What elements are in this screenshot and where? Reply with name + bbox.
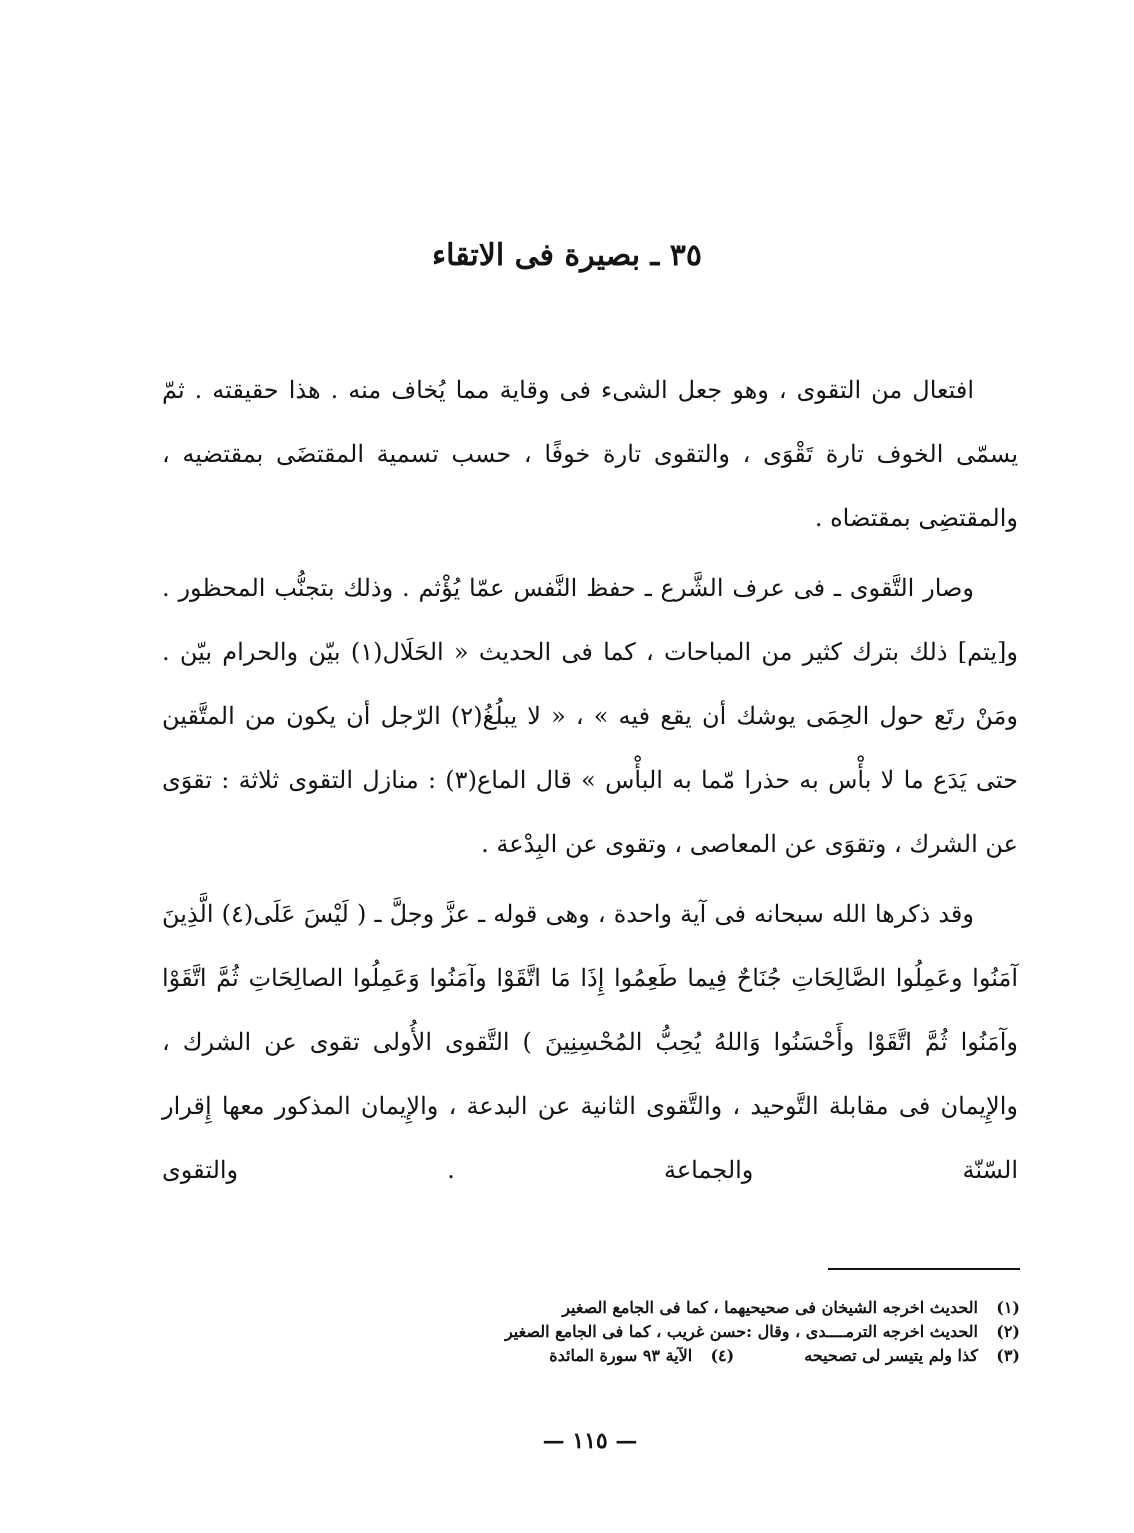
footnote — [250, 1344, 1020, 1368]
footnote — [250, 1296, 1020, 1320]
page-number: — ١١٥ — — [542, 1428, 638, 1454]
chapter-title: ٣٥ ـ بصيرة فى الاتقاء — [431, 238, 703, 273]
footnote-text: الحديث اخرجه الترمــــدى ، وقال :حسن غريب ، كما فى الجامع الصغير — [504, 1322, 978, 1341]
footnote-text: كذا ولم يتيسر لى تصحيحه — [804, 1346, 978, 1365]
footnotes — [250, 1296, 1020, 1368]
footnote-divider — [828, 1268, 1020, 1270]
footnote-text: الحديث اخرجه الشيخان فى صحيحيهما ، كما فى الجامع الصغير — [562, 1298, 978, 1317]
footnote-number: (١) — [996, 1298, 1020, 1317]
footnote — [250, 1320, 1020, 1344]
paragraph: افتعال من التقوى ، وهو جعل الشىء فى وقاية مما يُخاف منه . هذا حقيقته . ثمّ يسمّى الخوف تارة تَقْوَى ، والتقوى تارة خوفًا ، حسب تسمية المقتضَى بمقتضيه ، والمقتضِى بمقتضاه . — [162, 376, 1018, 532]
footnote-number: (٤) — [710, 1346, 735, 1365]
footnote-number: (٣) — [996, 1346, 1020, 1365]
footnote-text: الآية ٩٣ سورة المائدة — [549, 1346, 693, 1365]
body-text — [162, 358, 1018, 1208]
paragraph: وقد ذكرها الله سبحانه فى آية واحدة ، وهى قوله ـ عزَّ وجلَّ ـ ( لَيْسَ عَلَى(٤) الَّذِينَ آمَنُوا وعَمِلُوا الصَّالِحَاتِ جُنَاحٌ فِيما طَعِمُوا إِذَا مَا اتَّقَوْا وآمَنُوا وَعَمِلُوا الصالِحَاتِ ثُمَّ اتَّقَوْا وآمَنُوا ثُمَّ اتَّقَوْا وأَحْسَنُوا وَاللهُ يُحِبُّ المُحْسِنِينَ ) التَّقوى الأُولى تقوى عن الشرك ، والإِيمان فى مقابلة التَّوحيد ، والتَّقوى الثانية عن البدعة ، والإِيمان المذكور معها إِقرار السّنّة والجماعة . والتقوى — [162, 900, 1018, 1184]
footnote-number: (٢) — [996, 1322, 1020, 1341]
paragraph: وصار التَّقوى ـ فى عرف الشَّرع ـ حفظ النَّفس عمّا يُؤْثم . وذلك بتجنُّب المحظور . و[يتم] ذلك بترك كثير من المباحات ، كما فى الحديث « الحَلَال(١) بيّن والحرام بيّن . ومَنْ رتَع حول الحِمَى يوشك أن يقع فيه » ، « لا يبلُغُ(٢) الرّجل أن يكون من المتَّقين حتى يَدَع ما لا بأْس به حذرا مّما به البأْس » قال الماع(٣) : منازل التقوى ثلاثة : تقوَى عن الشرك ، وتقوَى عن المعاصى ، وتقوى عن البِدْعة . — [162, 574, 1019, 858]
